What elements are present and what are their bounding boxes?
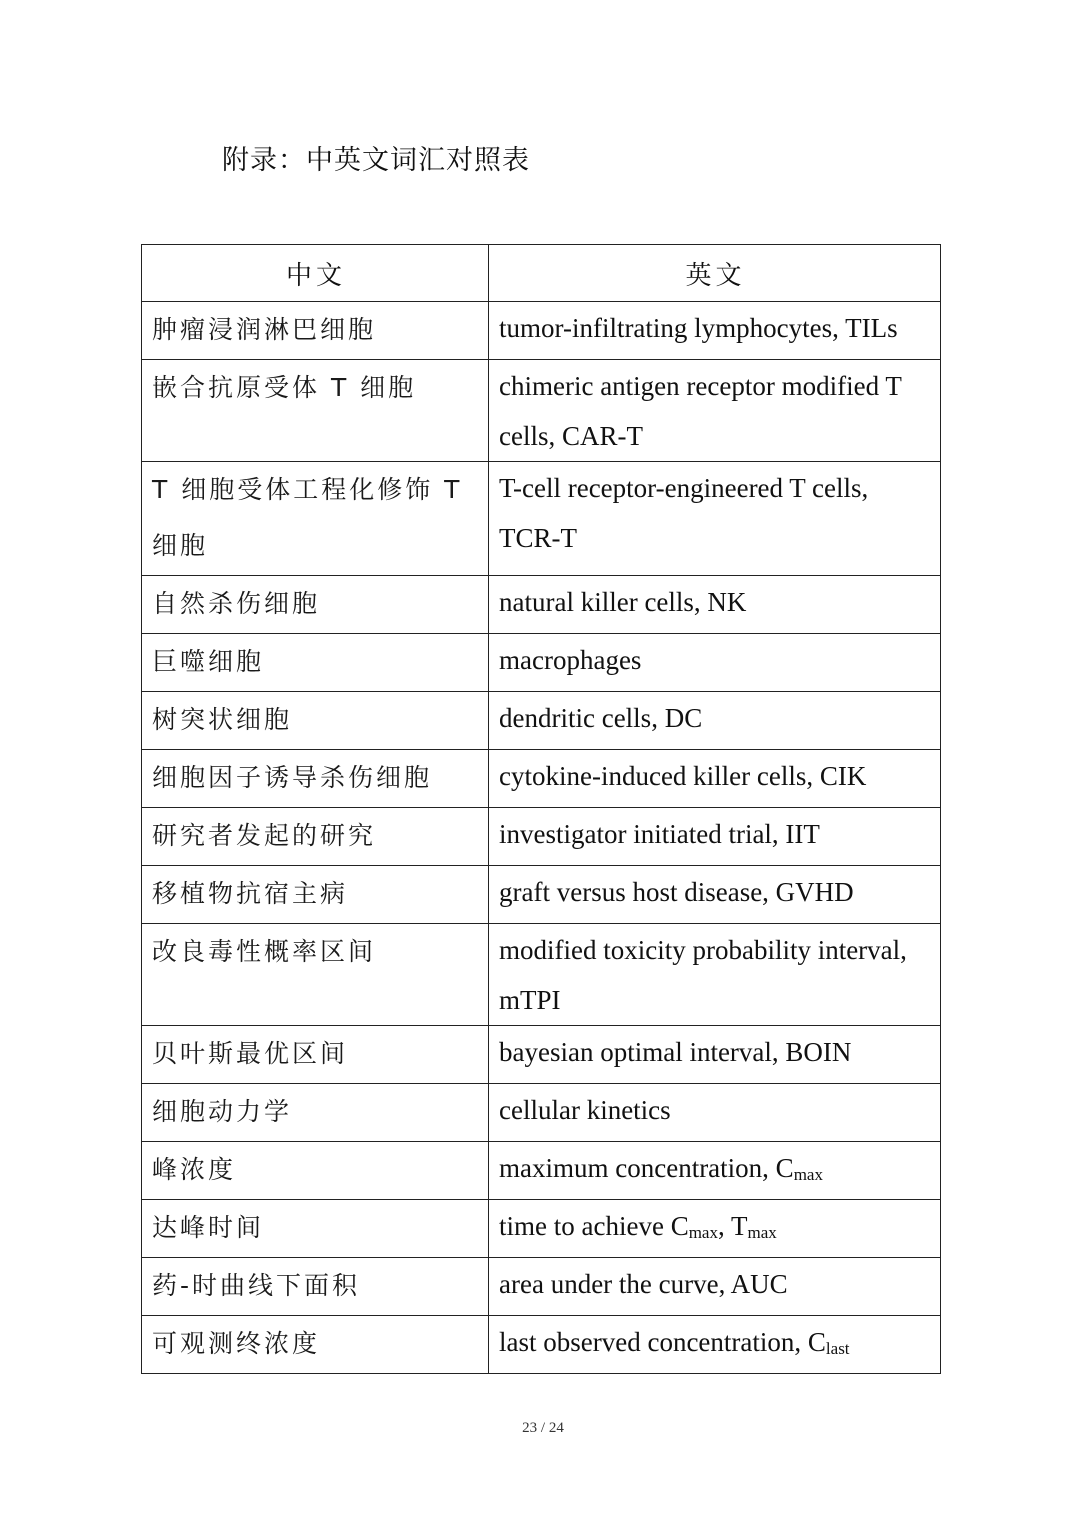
chinese-term: 树突状细胞 (142, 692, 489, 750)
table-row (142, 866, 941, 924)
english-term: tumor-infiltrating lymphocytes, TILs (489, 302, 941, 360)
english-term: area under the curve, AUC (489, 1258, 941, 1316)
chinese-term: 细胞动力学 (142, 1084, 489, 1142)
symbol-c: C (670, 1211, 689, 1241)
english-term: investigator initiated trial, IIT (489, 808, 941, 866)
symbol-t: T (731, 1211, 748, 1241)
table-row (142, 1026, 941, 1084)
english-term: macrophages (489, 634, 941, 692)
page-number: 23 / 24 (522, 1420, 564, 1436)
english-term-text: time to achieve (499, 1211, 671, 1241)
chinese-term: 达峰时间 (142, 1200, 489, 1258)
separator: , (717, 1211, 731, 1241)
chinese-term: 改良毒性概率区间 (142, 924, 489, 1026)
table-row (142, 462, 941, 576)
chinese-term: 肿瘤浸润淋巴细胞 (142, 302, 489, 360)
symbol-c: C (807, 1327, 826, 1357)
table-row (142, 1200, 941, 1258)
chinese-term: 贝叶斯最优区间 (142, 1026, 489, 1084)
table-row (142, 1084, 941, 1142)
chinese-term: 药-时曲线下面积 (142, 1258, 489, 1316)
chinese-term: 细胞因子诱导杀伤细胞 (142, 750, 489, 808)
english-term: modified toxicity probability interval, mTPI (489, 924, 941, 1026)
english-term: bayesian optimal interval, BOIN (489, 1026, 941, 1084)
table-row (142, 1258, 941, 1316)
subscript-max: max (793, 1165, 823, 1184)
chinese-term: T 细胞受体工程化修饰 T 细胞 (142, 462, 489, 576)
column-header-english: 英文 (489, 245, 941, 302)
table-row (142, 576, 941, 634)
english-term (489, 1142, 941, 1200)
english-term-text: last observed concentration, (499, 1327, 808, 1357)
table-row (142, 750, 941, 808)
column-header-chinese: 中文 (142, 245, 489, 302)
english-term (489, 1200, 941, 1258)
english-term: chimeric antigen receptor modified T cells, CAR-T (489, 360, 941, 462)
chinese-term: 嵌合抗原受体 T 细胞 (142, 360, 489, 462)
chinese-term: 自然杀伤细胞 (142, 576, 489, 634)
table-row (142, 808, 941, 866)
glossary-table (141, 244, 941, 1374)
table-row (142, 634, 941, 692)
subscript-last: last (825, 1339, 850, 1358)
table-row (142, 302, 941, 360)
table-row (142, 1316, 941, 1374)
english-term: T-cell receptor-engineered T cells, TCR-T (489, 462, 941, 576)
english-term: dendritic cells, DC (489, 692, 941, 750)
chinese-term: 可观测终浓度 (142, 1316, 489, 1374)
table-row (142, 1142, 941, 1200)
english-term (489, 1316, 941, 1374)
table-row (142, 924, 941, 1026)
english-term: cellular kinetics (489, 1084, 941, 1142)
chinese-term: 峰浓度 (142, 1142, 489, 1200)
chinese-term: 巨噬细胞 (142, 634, 489, 692)
english-term: cytokine-induced killer cells, CIK (489, 750, 941, 808)
chinese-term: 移植物抗宿主病 (142, 866, 489, 924)
english-term: graft versus host disease, GVHD (489, 866, 941, 924)
subscript-max: max (688, 1223, 718, 1242)
english-term-text: maximum concentration, (499, 1153, 776, 1183)
english-term: natural killer cells, NK (489, 576, 941, 634)
subscript-max: max (747, 1223, 777, 1242)
table-row (142, 360, 941, 462)
chinese-term: 研究者发起的研究 (142, 808, 489, 866)
table-row (142, 692, 941, 750)
page-title: 附录：中英文词汇对照表 (222, 145, 530, 176)
table-header-row (142, 245, 941, 302)
symbol-c: C (775, 1153, 794, 1183)
